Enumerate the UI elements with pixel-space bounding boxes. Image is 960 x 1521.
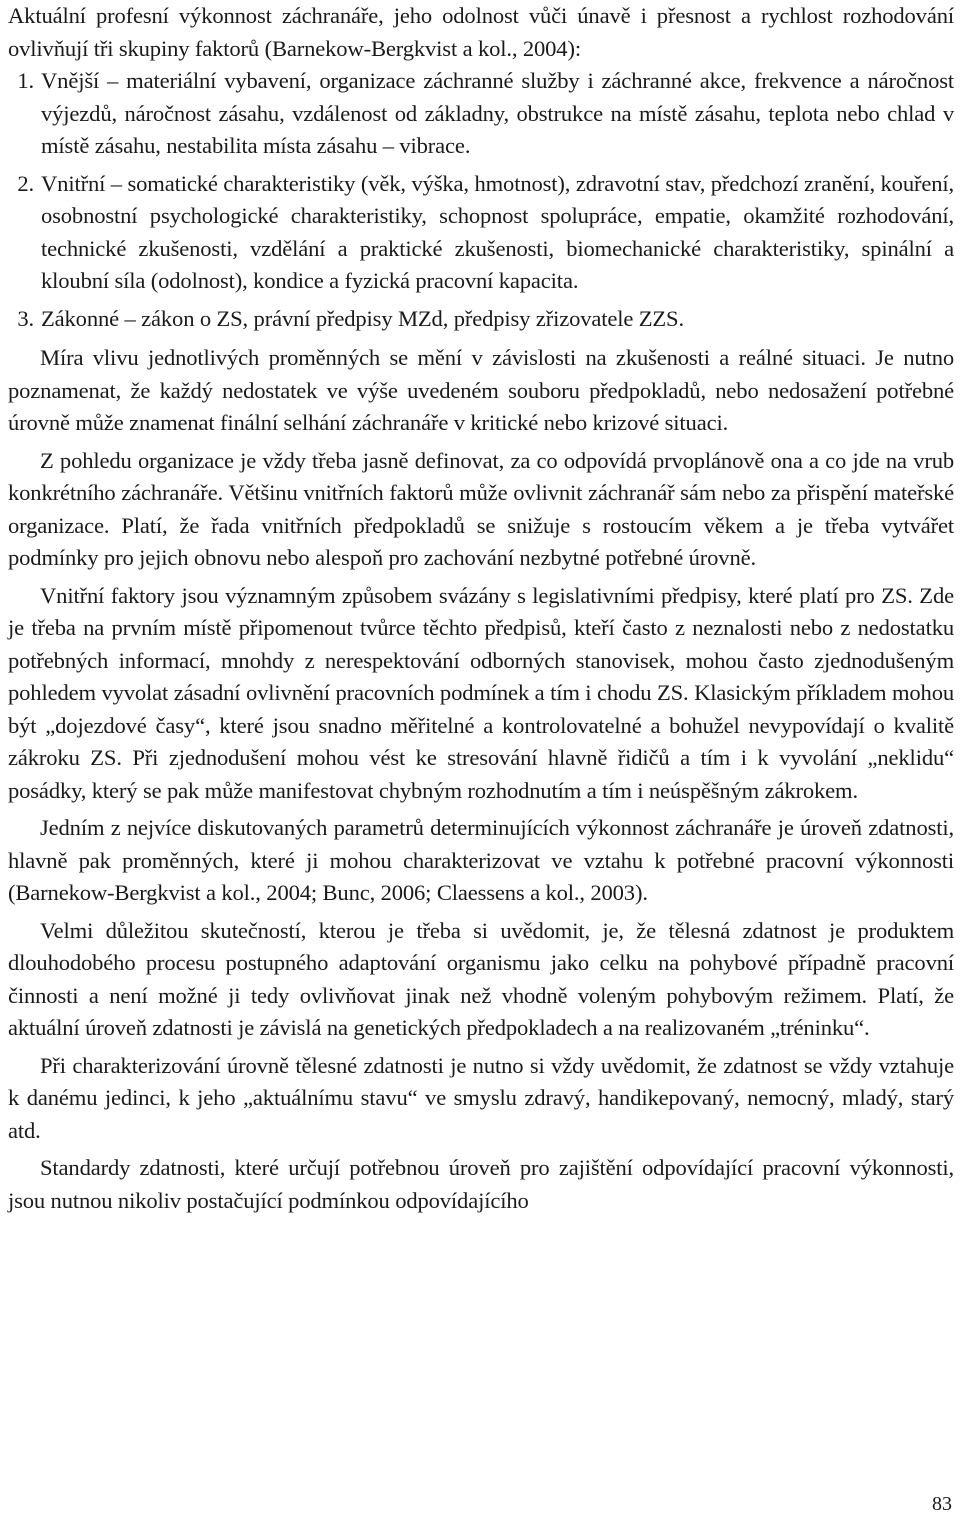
page-number: 83 bbox=[932, 1493, 952, 1515]
list-item bbox=[8, 303, 954, 336]
list-item-number: 3. bbox=[17, 305, 34, 331]
list-item-text: Vnitřní – somatické charakteristiky (věk, výška, hmotnost), zdravotní stav, předchozí zranění, kouření, osobnostní psychologické charakteristiky, schopnost spolupráce, empatie, okamžité rozhodování, technické zkušenosti, vzdělání a praktické zkušenosti, biomechanické charakteristiky, spinální a kloubní síla (odolnost), kondice a fyzická pracovní kapacita. bbox=[41, 170, 954, 293]
intro-paragraph: Aktuální profesní výkonnost záchranáře, jeho odolnost vůči únavě i přesnost a rychlost rozhodování ovlivňují tři skupiny faktorů (Barnekow-Bergkvist a kol., 2004): bbox=[8, 3, 954, 61]
paragraph: Z pohledu organizace je vždy třeba jasně definovat, za co odpovídá prvoplánově ona a co jde na vrub konkrétního záchranáře. Většinu vnitřních faktorů může ovlivnit záchranář sám nebo za přispění mateřské organizace. Platí, že řada vnitřních předpokladů se snižuje s rostoucím věkem a je třeba vytvářet podmínky pro jejich obnovu nebo alespoň pro zachování nezbytné potřebné úrovně. bbox=[8, 447, 954, 570]
list-item bbox=[8, 168, 954, 298]
list-item bbox=[8, 65, 954, 163]
factor-list bbox=[8, 65, 954, 335]
paragraph: Velmi důležitou skutečností, kterou je třeba si uvědomit, je, že tělesná zdatnost je produktem dlouhodobého procesu postupného adaptování organismu jako celku na pohybové případně pracovní činnosti a není možné ji tedy ovlivňovat jinak než vhodně voleným pohybovým režimem. Platí, že aktuální úroveň zdatnosti je závislá na genetických předpokladech a na realizovaném „tréninku“. bbox=[8, 917, 954, 1040]
body-text bbox=[8, 0, 954, 1217]
paragraph: Míra vlivu jednotlivých proměnných se mění v závislosti na zkušenosti a reálné situaci. Je nutno poznamenat, že každý nedostatek ve výše uvedeném souboru předpokladů, nebo nedosažení potřebné úrovně může znamenat finální selhání záchranáře v kritické nebo krizové situaci. bbox=[8, 345, 954, 435]
list-item-number: 1. bbox=[17, 68, 34, 93]
paragraph: Standardy zdatnosti, které určují potřebnou úroveň pro zajištění odpovídající pracovní výkonnosti, jsou nutnou nikoliv postačující podmínkou odpovídajícího bbox=[8, 1155, 954, 1213]
paragraph: Jedním z nejvíce diskutovaných parametrů determinujících výkonnost záchranáře je úroveň zdatnosti, hlavně pak proměnných, které ji mohou charakterizovat ve vztahu k potřebné pracovní výkonnosti (Barnekow-Bergkvist a kol., 2004; Bunc, 2006; Claessens a kol., 2003). bbox=[8, 815, 954, 905]
list-item-text: Zákonné – zákon o ZS, právní předpisy MZd, předpisy zřizovatele ZZS. bbox=[41, 305, 684, 331]
list-item-text: Vnější – materiální vybavení, organizace záchranné služby i záchranné akce, frekvence a náročnost výjezdů, náročnost zásahu, vzdálenost od základny, obstrukce na místě zásahu, teplota nebo chlad v místě zásahu, nestabilita místa zásahu – vibrace. bbox=[41, 68, 954, 158]
paragraph: Vnitřní faktory jsou významným způsobem svázány s legislativními předpisy, které platí pro ZS. Zde je třeba na prvním místě připomenout tvůrce těchto předpisů, kteří často z neznalosti nebo z nedostatku potřebných informací, mnohdy z nerespektování odborných stanovisek, mohou často zjednodušeným pohledem vyvolat zásadní ovlivnění pracovních podmínek a tím i chodu ZS. Klasickým příkladem mohou být „dojezdové časy“, které jsou snadno měřitelné a kontrolovatelné a bohužel nevypovídají o kvalitě zákroku ZS. Při zjednodušení mohou vést ke stresování hlavně řidičů a tím i k vyvolání „neklidu“ posádky, který se pak může manifestovat chybným rozhodnutím a tím i neúspěšným zákrokem. bbox=[8, 582, 954, 803]
paragraph: Při charakterizování úrovně tělesné zdatnosti je nutno si vždy uvědomit, že zdatnost se vždy vztahuje k danému jedinci, k jeho „aktuálnímu stavu“ ve smyslu zdravý, handikepovaný, nemocný, mladý, starý atd. bbox=[8, 1052, 954, 1143]
list-item-number: 2. bbox=[17, 170, 34, 196]
